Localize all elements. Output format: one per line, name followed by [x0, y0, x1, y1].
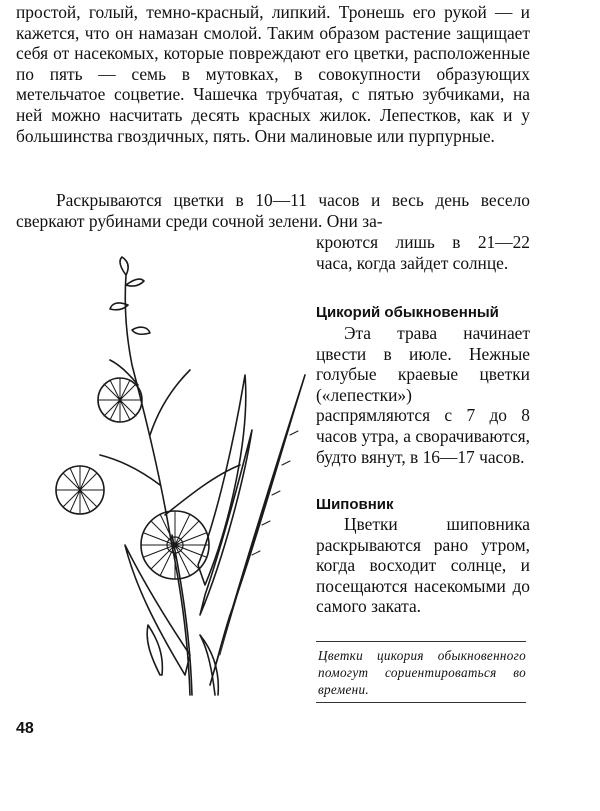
chicory-plant-drawing: [40, 255, 318, 700]
paragraph-bloom-time: [16, 190, 530, 231]
leaf-left-long: [125, 545, 190, 675]
paragraph-rosehip: [316, 514, 530, 617]
heading-rosehip: Шиповник: [316, 496, 394, 513]
paragraph-resin-stem: простой, голый, темно-красный, липкий. Тронешь его рукой — и кажется, что он намазан смолой. Таким образом растение защищает себя от насекомых, которые повреждают его цветки, расположенные по пять — семь в мутовках, в совокупности образующих метельчатое соцветие. Чашечка трубчатая, с пятью зубчиками, на ней можно насчитать десять красных жилок. Лепестков, как и у большинства гвоздичных, пять. Они малиновые или пурпурные.: [16, 2, 530, 146]
flower-head-upper: [98, 378, 142, 422]
main-stem: [125, 275, 190, 695]
heading-chicory: Цикорий обыкновенный: [316, 304, 499, 321]
paragraph-bloom-time-continued: кроются лишь в 21—22 часа, когда зайдет солнце.: [316, 232, 530, 273]
chicory-illustration: [40, 255, 318, 700]
caption-rule-bottom: [316, 702, 526, 703]
paragraph-bloom-time-text: Раскрываются цветки в 10—11 часов и весь день весело сверкают рубинами среди сочной зелени. Они за-: [16, 190, 530, 231]
paragraph-chicory-text: Эта трава начинает цвести в июле. Нежные голубые краевые цветки («лепестки») распрямляются с 7 до 8 часов утра, а сворачиваются, будто вянут, в 16—17 часов.: [316, 323, 530, 467]
paragraph-chicory: [316, 323, 530, 467]
flower-head-left: [56, 466, 104, 514]
page-number: 48: [16, 720, 34, 737]
paragraph-rosehip-text: Цветки шиповника раскрываются рано утром, когда восходит солнце, и посещаются насекомыми до самого заката.: [316, 514, 530, 617]
caption-rule-top: [316, 641, 526, 642]
figure-caption: Цветки цикория обыкновенного помогут сориентироваться во времени.: [318, 648, 526, 697]
